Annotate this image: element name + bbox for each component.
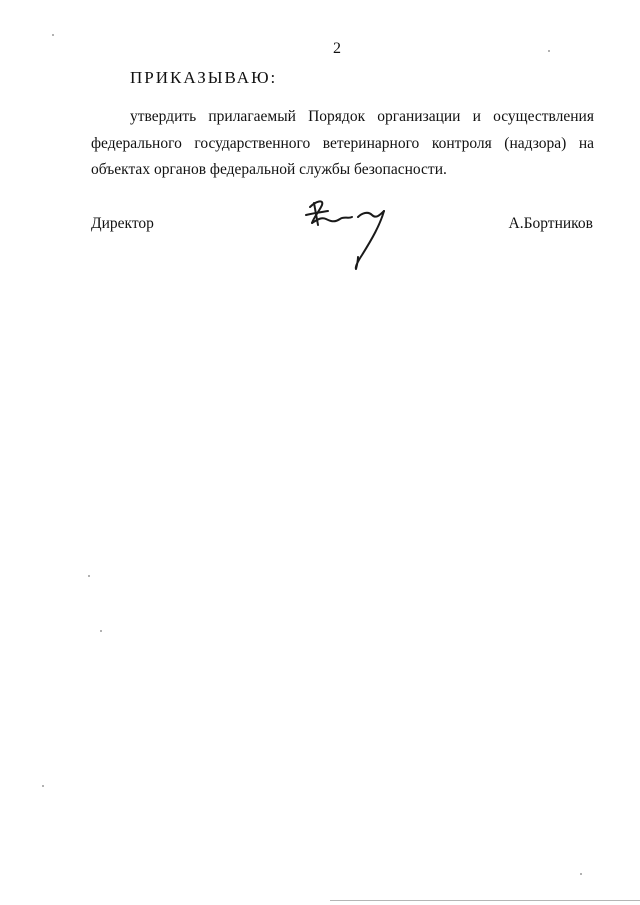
page-number: 2 (333, 40, 341, 57)
body-word: ветеринарного (322, 134, 420, 152)
body-word: контроля (431, 134, 492, 152)
body-word: и (472, 108, 481, 125)
handwritten-signature (300, 195, 400, 275)
scan-speck (52, 34, 54, 36)
body-word: федерального (91, 134, 182, 152)
body-word: прилагаемый (208, 108, 296, 125)
scan-speck (42, 785, 44, 787)
signatory-title: Директор (91, 215, 154, 232)
scan-speck (88, 575, 90, 577)
body-word: организации (377, 108, 461, 125)
body-word: утвердить (130, 108, 197, 125)
body-word: (надзора) (504, 134, 567, 152)
scan-speck (580, 873, 582, 875)
body-line-3: объектах органов федеральной службы безопасности. (91, 161, 447, 178)
body-line-1 (91, 104, 594, 131)
body-word: осуществления (493, 108, 594, 125)
order-body (91, 104, 594, 184)
body-word: Порядок (308, 108, 366, 125)
scan-speck (548, 50, 550, 52)
signatory-name: А.Бортников (508, 215, 593, 232)
scan-speck (100, 630, 102, 632)
order-heading: ПРИКАЗЫВАЮ: (130, 68, 278, 87)
body-word: на (578, 134, 594, 152)
body-word: государственного (194, 134, 311, 152)
body-line-2 (91, 131, 594, 158)
scan-bottom-edge (330, 900, 640, 901)
